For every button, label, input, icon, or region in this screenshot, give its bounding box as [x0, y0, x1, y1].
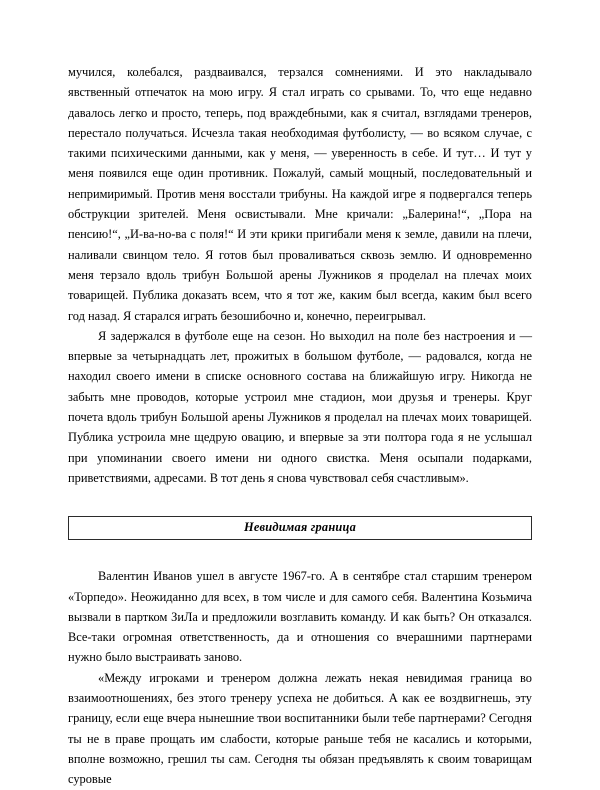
- section-heading: Невидимая граница: [68, 516, 532, 540]
- body-paragraph: мучился, колебался, раздваивался, терзался сомнениями. И это накладывало явственный отпечаток на мою игру. Я стал играть со срывами. То, что еще недавно давалось легко и просто, теперь, под враждебными, как я считал, взглядами тренеров, перестало получаться. Исчезла такая необходимая футболисту, — во всяком случае, с такими психическими данными, как у меня, — уверенность в себе. И тут… И тут у меня появился еще один противник. Пожалуй, самый мощный, последовательный и непримиримый. Против меня восстали трибуны. На каждой игре я подвергался теперь обструкции зрителей. Меня освистывали. Мне кричали: „Балерина!“, „Пора на пенсию!“, „И-ва-но-ва с поля!“ И эти крики пригибали меня к земле, давили на плечи, наливали свинцом тело. Я готов был проваливаться сквозь землю. И одновременно меня терзало вдоль трибун Большой арены Лужников я проделал на плечах моих товарищей. Публика доказать всем, что я тот же, каким был всегда, каким был всего год назад. Я старался играть безошибочно и, конечно, переигрывал.: [68, 65, 532, 323]
- body-paragraph: «Между игроками и тренером должна лежать некая невидимая граница во взаимоотношениях, без этого тренеру успеха не добиться. А как ее воздвигнешь, эту границу, если еще вчера нынешние твои воспитанники были тебе партнерами? Сегодня ты не в праве прощать им слабости, которые раньше тебя не касались и которыми, вполне возможно, грешил ты сам. Сегодня ты обязан предъявлять к своим товарищам суровые: [68, 670, 532, 787]
- body-paragraph: Я задержался в футболе еще на сезон. Но выходил на поле без настроения и — впервые за четырнадцать лет, прожитых в большом футболе, — радовался, когда не находил своего имени в списке основного состава на ближайшую игру. Никогда не забыть мне проводов, которые устроил мне стадион, мои друзья и тренеры. Круг почета вдоль трибун Большой арены Лужников я проделал на плечах моих товарищей. Публика устроила мне щедрую овацию, и впервые за эти полтора года я не услышал при упоминании своего имени ни одного свистка. Меня осыпали подарками, приветствиями, адресами. В тот день я снова чувствовал себя счастливым».: [68, 328, 532, 485]
- body-paragraph: Валентин Иванов ушел в августе 1967-го. А в сентябре стал старшим тренером «Торпедо». Неожиданно для всех, в том числе и для самого себя. Валентина Козьмича вызвали в партком ЗиЛа и предложили возглавить команду. И как быть? Он отказался. Все-таки огромная ответственность, да и отношения со вчерашними партнерами нужно было выстраивать заново.: [68, 569, 532, 665]
